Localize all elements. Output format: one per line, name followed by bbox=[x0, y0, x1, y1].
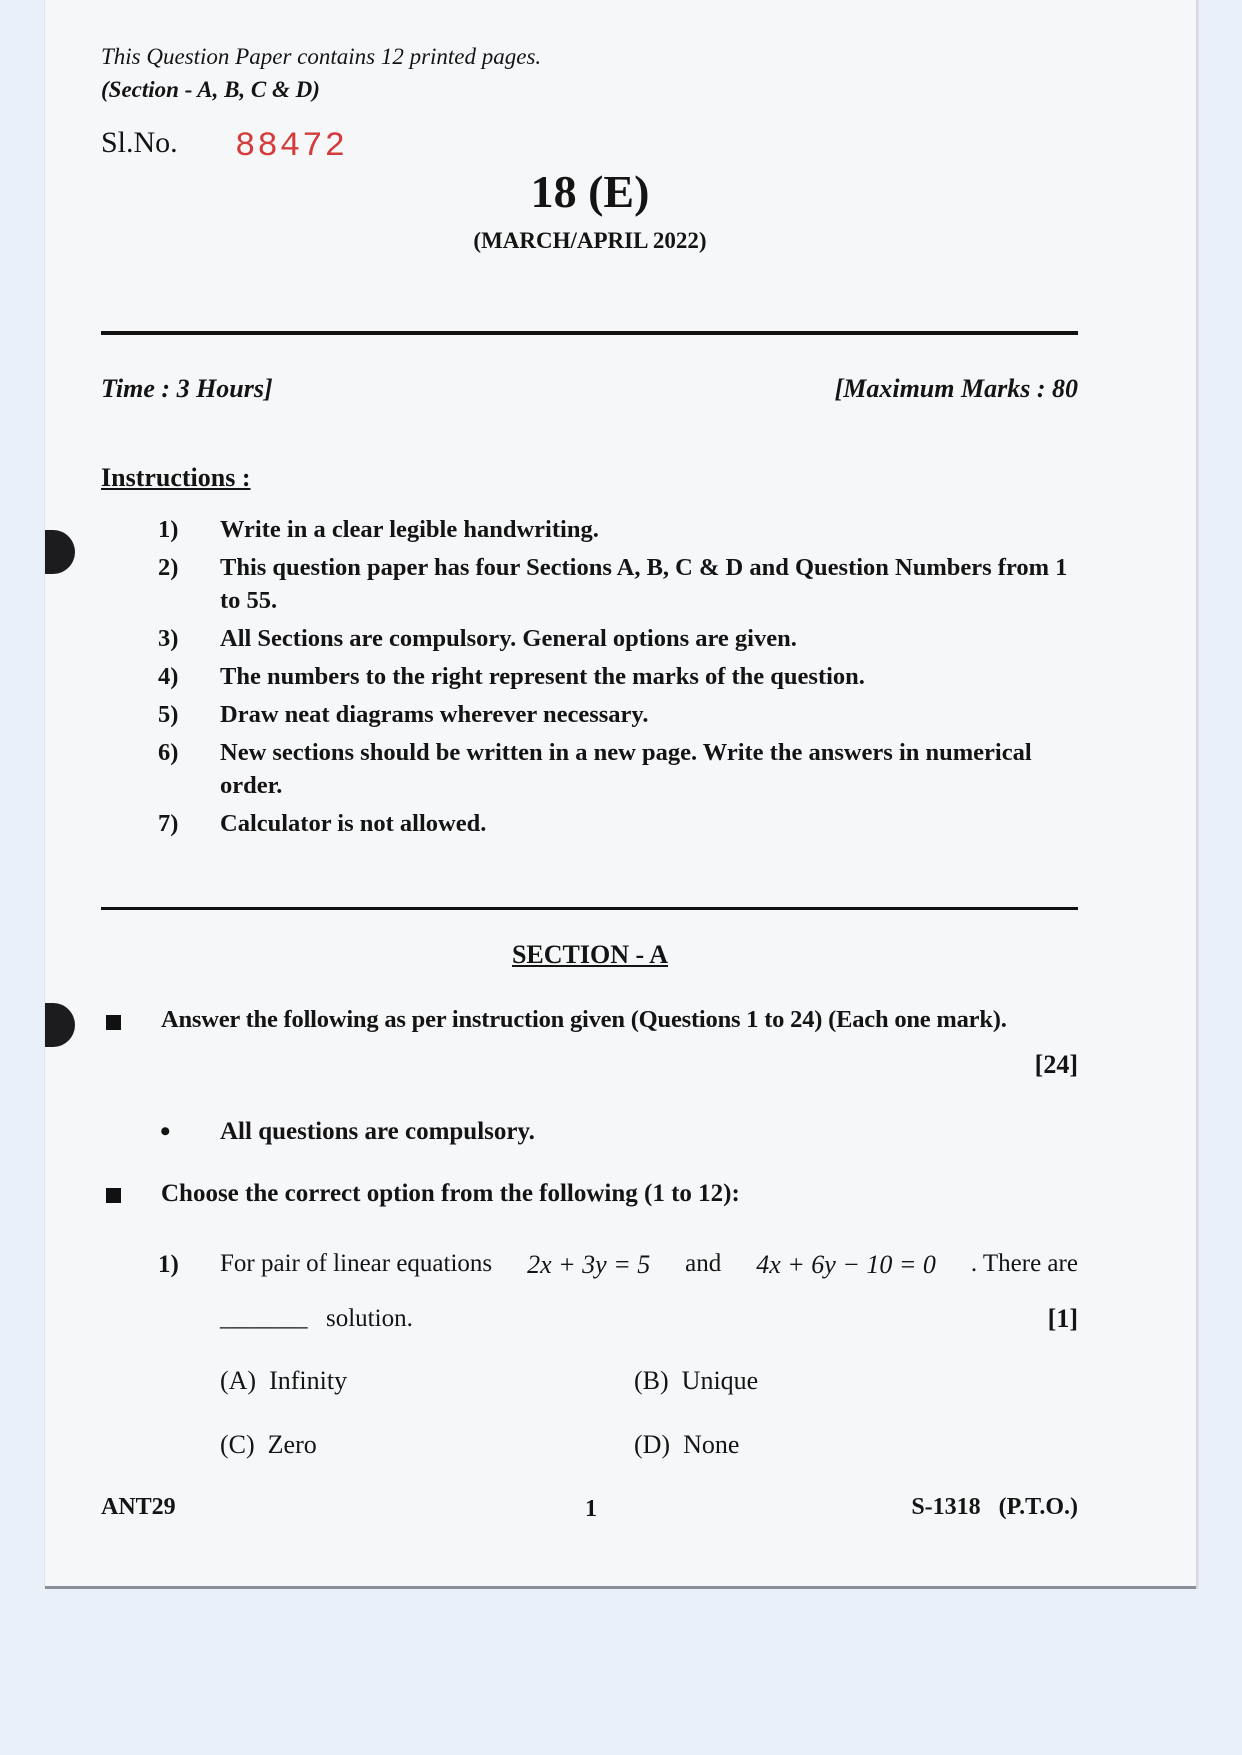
section-a-title: SECTION - A bbox=[511, 940, 669, 969]
sections-note: (Section - A, B, C & D) bbox=[101, 77, 320, 102]
exam-session: (MARCH/APRIL 2022) bbox=[473, 228, 707, 253]
instruction-item: 6) New sections should be written in a new page. Write the answers in numerical order. bbox=[158, 739, 1032, 799]
instruction-item: 1) Write in a clear legible handwriting. bbox=[158, 516, 599, 543]
header-rule bbox=[101, 331, 1078, 335]
answer-blank: _______ bbox=[220, 1304, 308, 1331]
option-d: (D) None bbox=[634, 1430, 740, 1459]
square-bullet-icon bbox=[106, 1015, 121, 1035]
pages-note: This Question Paper contains 12 printed pages. bbox=[101, 44, 542, 69]
instructions-rule bbox=[101, 907, 1078, 910]
question-text: For pair of linear equations bbox=[220, 1250, 493, 1277]
square-bullet-icon bbox=[106, 1188, 121, 1208]
option-b: (B) Unique bbox=[634, 1366, 759, 1395]
instruction-item: 3) All Sections are compulsory. General options are given. bbox=[158, 625, 797, 652]
instruction-item: 4) The numbers to the right represent the marks of the question. bbox=[158, 663, 865, 690]
serial-label: Sl.No. bbox=[101, 126, 178, 159]
question-text-tail: . There are bbox=[970, 1250, 1078, 1277]
instruction-item: 7) Calculator is not allowed. bbox=[158, 810, 487, 837]
compulsory-note: All questions are compulsory. bbox=[220, 1118, 535, 1145]
question-1-line bbox=[220, 1250, 1078, 1280]
paper-code: 18 (E) bbox=[530, 166, 650, 217]
dot-bullet-icon: • bbox=[160, 1115, 171, 1148]
serial-number: 88472 bbox=[235, 128, 348, 166]
page-number: 1 bbox=[585, 1496, 597, 1522]
instruction-item: 5) Draw neat diagrams wherever necessary. bbox=[158, 701, 649, 728]
equation-2: 4x + 6y − 10 = 0 bbox=[756, 1250, 936, 1279]
instructions-heading: Instructions : bbox=[101, 463, 251, 492]
question-and: and bbox=[685, 1250, 722, 1277]
section-a-marks: [24] bbox=[1034, 1050, 1078, 1079]
instruction-item: 2) This question paper has four Sections A, B, C & D and Question Numbers from 1 to 55. bbox=[158, 554, 1068, 614]
equation-1: 2x + 3y = 5 bbox=[527, 1250, 651, 1279]
footer-reference: S-1318 (P.T.O.) bbox=[911, 1494, 1078, 1520]
question-marks: [1] bbox=[1047, 1304, 1078, 1333]
question-number: 1) bbox=[158, 1251, 179, 1278]
section-a-instruction: Answer the following as per instruction given (Questions 1 to 24) (Each one mark). bbox=[161, 1006, 1007, 1033]
instructions-list bbox=[158, 513, 1078, 845]
option-c: (C) Zero bbox=[220, 1430, 317, 1459]
paper-edge bbox=[45, 1586, 1198, 1589]
option-a: (A) Infinity bbox=[220, 1366, 348, 1395]
maximum-marks: [Maximum Marks : 80 bbox=[834, 374, 1078, 403]
choose-instruction: Choose the correct option from the following (1 to 12): bbox=[161, 1180, 740, 1207]
paper-edge-right bbox=[1196, 0, 1198, 1589]
time-allowed: Time : 3 Hours] bbox=[101, 374, 273, 403]
question-text-end: solution. bbox=[326, 1305, 413, 1332]
footer-code: ANT29 bbox=[101, 1494, 176, 1520]
